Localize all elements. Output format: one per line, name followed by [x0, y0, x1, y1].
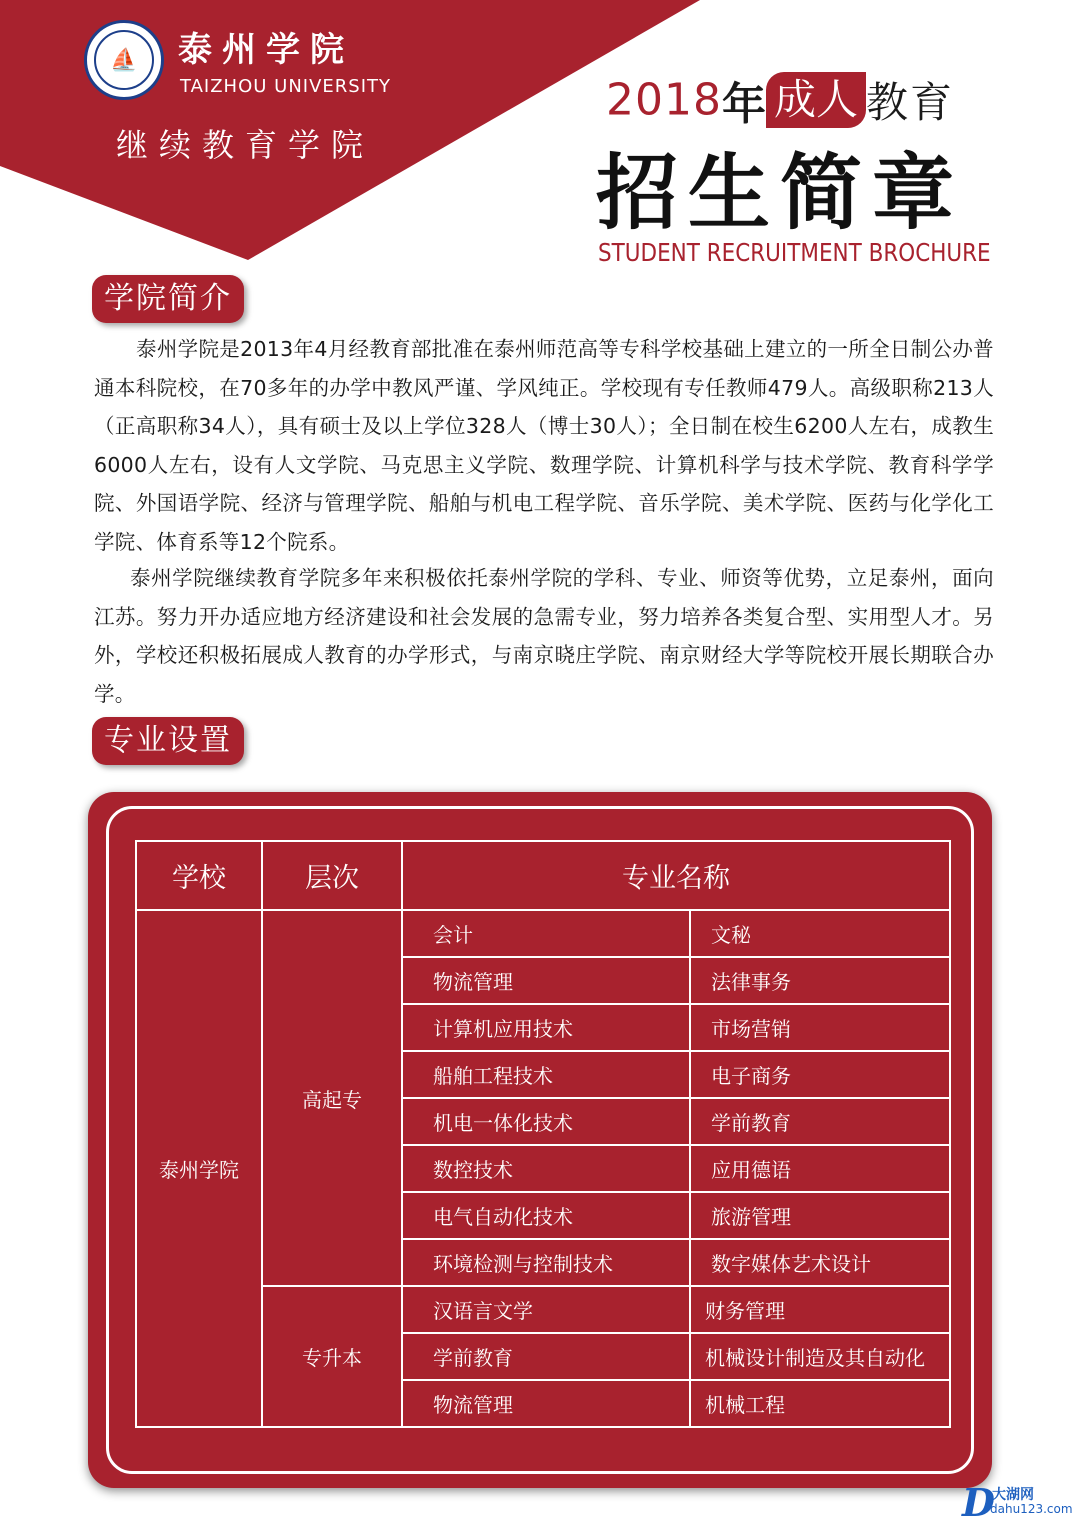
major-cell: 市场营销	[690, 1004, 950, 1051]
col-header-major: 专业名称	[402, 841, 950, 910]
major-cell: 汉语言文学	[402, 1286, 690, 1333]
year-number: 2018	[606, 74, 722, 126]
major-cell: 旅游管理	[690, 1192, 950, 1239]
major-cell: 机电一体化技术	[402, 1098, 690, 1145]
major-cell: 数字媒体艺术设计	[690, 1239, 950, 1286]
watermark	[962, 1480, 1074, 1525]
majors-heading: 专业设置	[92, 717, 244, 765]
major-cell: 数控技术	[402, 1145, 690, 1192]
major-cell: 应用德语	[690, 1145, 950, 1192]
major-cell: 学前教育	[402, 1333, 690, 1380]
education-label: 教育	[866, 78, 955, 127]
level-cell-gaoqizhuan: 高起专	[262, 910, 402, 1286]
page-title: 招生简章	[596, 146, 965, 241]
school-name-cn: 泰州学院	[178, 30, 354, 70]
school-cell: 泰州学院	[136, 910, 262, 1427]
col-header-level: 层次	[262, 841, 402, 910]
major-cell: 计算机应用技术	[402, 1004, 690, 1051]
university-logo	[84, 20, 164, 100]
highlight-label: 成人	[766, 72, 866, 128]
major-cell: 机械设计制造及其自动化	[690, 1333, 950, 1380]
watermark-logo-icon: D	[962, 1480, 995, 1525]
intro-paragraph-2: 泰州学院继续教育学院多年来积极依托泰州学院的学科、专业、师资等优势，立足泰州，面向江苏。努力开办适应地方经济建设和社会发展的急需专业，努力培养各类复合型、实用型人才。另外，学校还积极拓展成人教育的办学形式，与南京晓庄学院、南京财经大学等院校开展长期联合办学。	[94, 566, 994, 706]
table-row	[136, 910, 950, 957]
table-header-row	[136, 841, 950, 910]
major-cell: 环境检测与控制技术	[402, 1239, 690, 1286]
year-char: 年	[721, 79, 766, 130]
major-cell: 电气自动化技术	[402, 1192, 690, 1239]
major-cell: 电子商务	[690, 1051, 950, 1098]
major-cell: 机械工程	[690, 1380, 950, 1427]
major-cell: 会计	[402, 910, 690, 957]
logo-emblem-icon: ⛵	[94, 30, 154, 90]
majors-table	[135, 840, 951, 1428]
year-heading	[606, 68, 954, 128]
major-cell: 物流管理	[402, 1380, 690, 1427]
major-cell: 物流管理	[402, 957, 690, 1004]
major-cell: 法律事务	[690, 957, 950, 1004]
col-header-school: 学校	[136, 841, 262, 910]
intro-heading: 学院简介	[92, 275, 244, 323]
level-cell-zhuanshengben: 专升本	[262, 1286, 402, 1427]
watermark-url: dahu123.com	[990, 1502, 1073, 1516]
page-title-en: STUDENT RECRUITMENT BROCHURE	[598, 238, 991, 267]
major-cell: 学前教育	[690, 1098, 950, 1145]
major-cell: 财务管理	[690, 1286, 950, 1333]
major-cell: 船舶工程技术	[402, 1051, 690, 1098]
school-name-en: TAIZHOU UNIVERSITY	[180, 76, 392, 97]
watermark-name: 大湖网	[992, 1487, 1034, 1503]
major-cell: 文秘	[690, 910, 950, 957]
college-name: 继续教育学院	[116, 126, 375, 164]
intro-paragraph-1: 泰州学院是2013年4月经教育部批准在泰州师范高等专科学校基础上建立的一所全日制公办普通本科院校，在70多年的办学中教风严谨、学风纯正。学校现有专任教师479人。高级职称213人（正高职称34人），具有硕士及以上学位328人（博士30人）；全日制在校生6200人左右，成教生6000人左右，设有人文学院、马克思主义学院、数理学院、计算机科学与技术学院、教育科学学院、外国语学院、经济与管理学院、船舶与机电工程学院、音乐学院、美术学院、医药与化学化工学院、体育系等12个院系。	[94, 337, 994, 554]
